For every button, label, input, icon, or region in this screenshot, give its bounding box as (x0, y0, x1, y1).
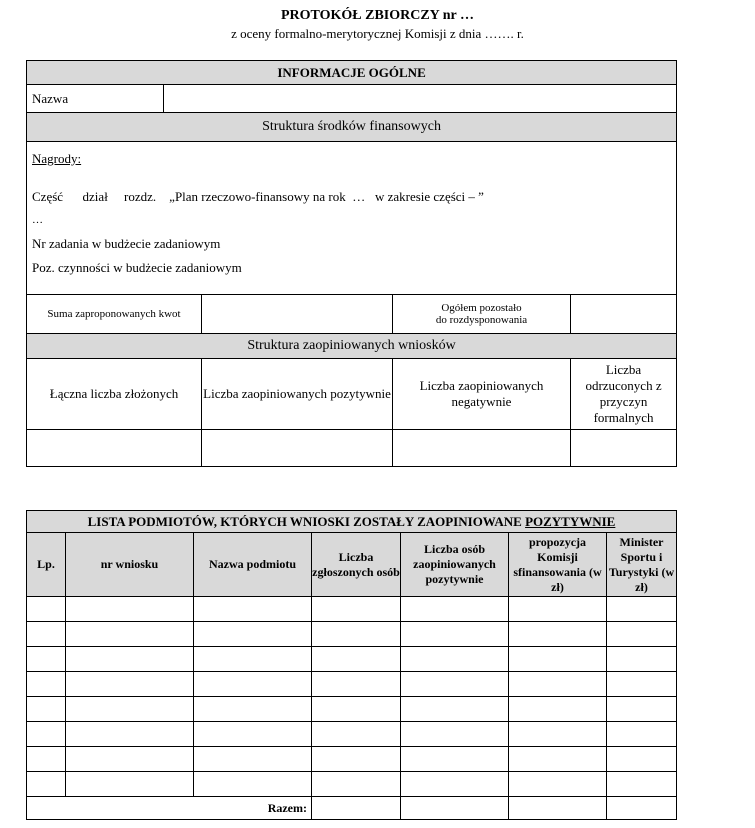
ogolem-label-line1: Ogółem pozostało (441, 302, 522, 314)
nr-zadania-label: Nr zadania w budżecie zadaniowym (32, 236, 221, 251)
ellipsis-line: … (32, 214, 43, 226)
razem-liczba-osob[interactable] (312, 797, 401, 820)
razem-propozycja[interactable] (509, 797, 607, 820)
table-cell[interactable] (509, 772, 607, 797)
table-cell[interactable] (509, 672, 607, 697)
table-cell[interactable] (509, 647, 607, 672)
document-title: PROTOKÓŁ ZBIORCZY nr … (280, 8, 475, 23)
col-header-lp: Lp. (27, 533, 66, 597)
table-cell[interactable] (607, 647, 677, 672)
table-cell[interactable] (66, 722, 194, 747)
table-cell[interactable] (607, 722, 677, 747)
table-cell[interactable] (27, 697, 66, 722)
table-cell[interactable] (66, 697, 194, 722)
table-cell[interactable] (66, 672, 194, 697)
nazwa-field[interactable] (164, 85, 677, 113)
table-cell[interactable] (27, 622, 66, 647)
table-cell[interactable] (401, 672, 509, 697)
table-row (27, 772, 677, 797)
nazwa-label: Nazwa (27, 85, 164, 113)
table-cell[interactable] (509, 722, 607, 747)
table-cell[interactable] (312, 622, 401, 647)
table-cell[interactable] (607, 672, 677, 697)
table-cell[interactable] (66, 772, 194, 797)
table-cell[interactable] (194, 647, 312, 672)
table-cell[interactable] (66, 597, 194, 622)
laczna-field[interactable] (27, 430, 202, 467)
table-cell[interactable] (401, 597, 509, 622)
table-cell[interactable] (194, 622, 312, 647)
fin-structure-content[interactable] (27, 142, 677, 295)
table-cell[interactable] (607, 597, 677, 622)
table-cell[interactable] (607, 772, 677, 797)
table-cell[interactable] (27, 647, 66, 672)
table-cell[interactable] (312, 697, 401, 722)
table-cell[interactable] (66, 622, 194, 647)
suma-field[interactable] (202, 295, 393, 334)
table-row (27, 622, 677, 647)
list-title-prefix: LISTA PODMIOTÓW, KTÓRYCH WNIOSKI ZOSTAŁY ZAOPINIOWANE (87, 513, 526, 529)
ogolem-label-line2: do rozdysponowania (435, 314, 528, 326)
czesc-line: Część dział rozdz. „Plan rzeczowo-finansowy na rok … w zakresie części – ” (32, 189, 484, 204)
razem-label: Razem: (27, 797, 312, 820)
table-cell[interactable] (194, 722, 312, 747)
table-cell[interactable] (401, 722, 509, 747)
table-cell[interactable] (66, 747, 194, 772)
section-title-general: INFORMACJE OGÓLNE (27, 61, 677, 85)
table-cell[interactable] (27, 747, 66, 772)
table-cell[interactable] (312, 747, 401, 772)
poz-czynnosci-label: Poz. czynności w budżecie zadaniowym (32, 260, 242, 275)
list-body (27, 597, 677, 797)
col-pozytywnie: Liczba zaopiniowanych pozytywnie (202, 359, 393, 430)
table-cell[interactable] (509, 747, 607, 772)
ogolem-field[interactable] (571, 295, 677, 334)
table-cell[interactable] (607, 697, 677, 722)
table-cell[interactable] (509, 622, 607, 647)
col-header-minister: Minister Sportu i Turystyki (w zł) (607, 533, 677, 597)
table-cell[interactable] (607, 747, 677, 772)
table-cell[interactable] (27, 772, 66, 797)
table-cell[interactable] (194, 747, 312, 772)
table-cell[interactable] (66, 647, 194, 672)
nagrody-label: Nagrody: (32, 151, 82, 166)
table-cell[interactable] (194, 772, 312, 797)
table-row (27, 672, 677, 697)
col-header-liczba-osob: Liczba zgłoszonych osób (312, 533, 401, 597)
table-cell[interactable] (401, 697, 509, 722)
table-cell[interactable] (312, 597, 401, 622)
table-cell[interactable] (401, 772, 509, 797)
table-cell[interactable] (401, 622, 509, 647)
razem-osob-pozytywnie[interactable] (401, 797, 509, 820)
table-cell[interactable] (509, 697, 607, 722)
col-header-osob-pozytywnie: Liczba osób zaopiniowanych pozytywnie (401, 533, 509, 597)
ogolem-label (393, 295, 571, 334)
table-row (27, 722, 677, 747)
table-cell[interactable] (27, 672, 66, 697)
positive-list-table (26, 510, 677, 820)
table-cell[interactable] (27, 597, 66, 622)
table-cell[interactable] (194, 672, 312, 697)
wnioski-structure-title: Struktura zaopiniowanych wniosków (27, 334, 677, 359)
table-cell[interactable] (607, 622, 677, 647)
table-cell[interactable] (312, 772, 401, 797)
table-cell[interactable] (312, 647, 401, 672)
col-header-nazwa-podmiotu: Nazwa podmiotu (194, 533, 312, 597)
table-cell[interactable] (401, 647, 509, 672)
col-odrzuconych: Liczba odrzuconych z przyczyn formalnych (571, 359, 677, 430)
table-cell[interactable] (194, 597, 312, 622)
table-row (27, 597, 677, 622)
table-cell[interactable] (194, 697, 312, 722)
general-info-table (26, 60, 677, 467)
col-negatywnie: Liczba zaopiniowanych negatywnie (393, 359, 571, 430)
fin-structure-title: Struktura środków finansowych (27, 113, 677, 142)
odrzuconych-field[interactable] (571, 430, 677, 467)
suma-label: Suma zaproponowanych kwot (27, 295, 202, 334)
negatywnie-field[interactable] (393, 430, 571, 467)
table-cell[interactable] (401, 747, 509, 772)
document-subtitle: z oceny formalno-merytorycznej Komisji z dnia ……. r. (231, 26, 524, 41)
table-cell[interactable] (312, 722, 401, 747)
pozytywnie-field[interactable] (202, 430, 393, 467)
list-title (27, 511, 677, 533)
col-header-nr-wniosku: nr wniosku (66, 533, 194, 597)
table-row (27, 647, 677, 672)
table-cell[interactable] (509, 597, 607, 622)
table-row (27, 747, 677, 772)
table-cell[interactable] (312, 672, 401, 697)
col-header-propozycja-komisji: propozycja Komisji sfinansowania (w zł) (509, 533, 607, 597)
table-row (27, 697, 677, 722)
col-laczna: Łączna liczba złożonych (27, 359, 202, 430)
razem-minister[interactable] (607, 797, 677, 820)
list-title-underlined: POZYTYWNIE (525, 513, 616, 529)
table-cell[interactable] (27, 722, 66, 747)
